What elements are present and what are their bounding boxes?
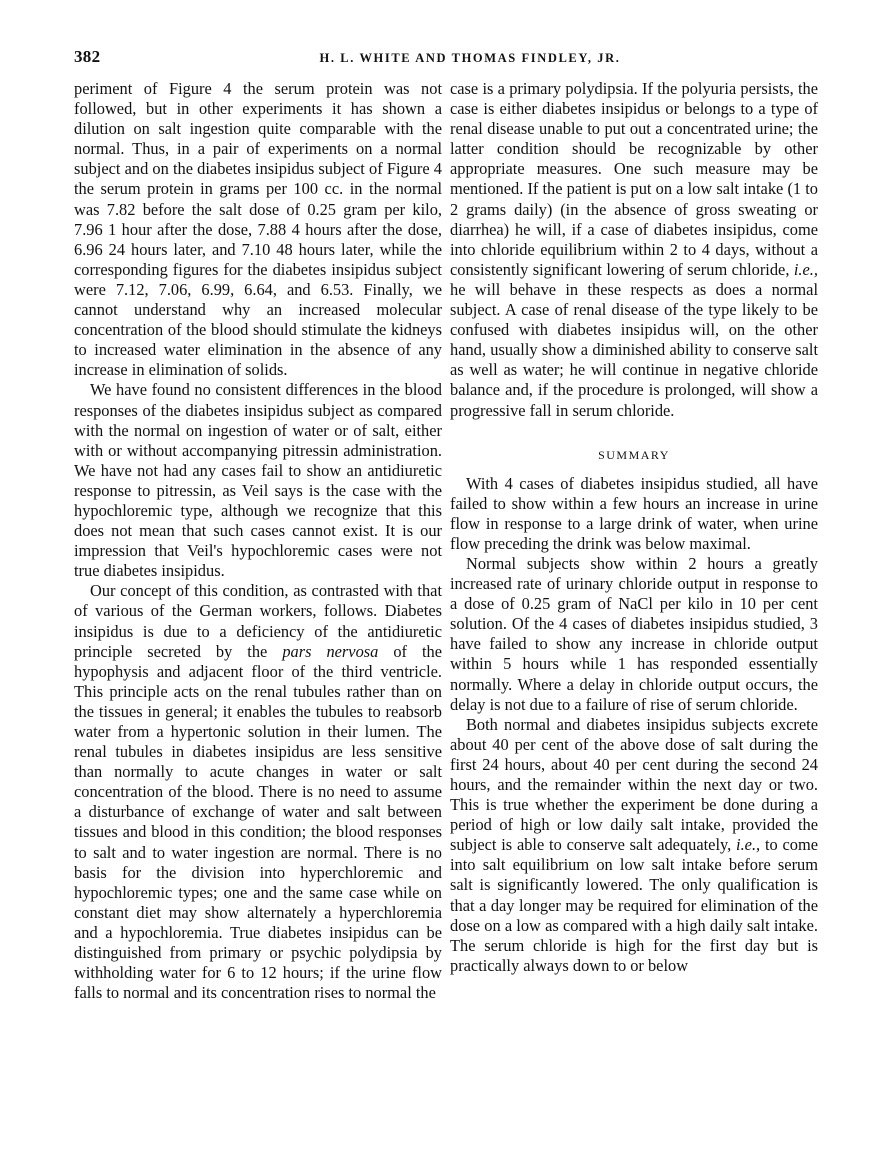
paragraph-continuation [450, 79, 818, 421]
page-number: 382 [74, 47, 101, 66]
text-run: Both normal and diabetes insipidus subjects excrete about 40 per cent of the above dose of salt during the first 24 hours, about 40 per cent during the second 24 hours, and the remainder within the next day or two. This is true whether the experiment be done during a period of high or low daily salt intake, provided the subject is able to conserve salt adequately, [450, 714, 818, 855]
paragraph-protein-dilution: periment of Figure 4 the serum protein was not followed, but in other experiments it has shown a dilution on salt ingestion quite comparable with the normal. Thus, in a pair of experiments on a normal subject and on the diabetes insipidus subject of Figure 4 the serum protein in grams per 100 cc. in the normal was 7.82 before the salt dose of 0.25 gram per kilo, 7.96 1 hour after the dose, 7.88 4 hours after the dose, 6.96 24 hours later, and 7.10 48 hours later, while the corresponding figures for the diabetes insipidus subject were 7.12, 7.06, 6.99, 6.64, and 6.53. Finally, we cannot understand why an increased molecular concentration of the blood should stimulate the kidneys to increased water elimination in the absence of any increase in elimination of solids. [74, 79, 442, 380]
italic-ie: i.e., [736, 835, 761, 855]
text-run: he will behave in these respects as does a normal subject. A case of renal disease of the type likely to be confused with diabetes insipidus will, on the other hand, usually show a diminished ability to conserve salt as well as water; he will continue in negative chloride balance and, if the procedure is prolonged, will show a progressive fall in serum chloride. [450, 279, 818, 420]
right-column [450, 79, 818, 976]
running-head: H. L. WHITE AND THOMAS FINDLEY, JR. [319, 51, 621, 65]
text-run: of the hypophysis and adjacent floor of the third ventricle. This principle acts on the renal tubules rather than on the tissues in general; it enables the tubules to reabsorb water from a hypertonic solution in their lumen. The renal tubules in diabetes insipidus are less sensitive than normally to acute changes in water or salt concentration of the blood. There is no need to assume a disturbance of exchange of water and salt between tissues and blood in this condition; the blood responses to salt and to water ingestion are normal. There is no basis for the division into hyperchloremic and hypochloremic types; one and the same case while on constant diet may show alternately a hyperchloremia and a hypochloremia. True diabetes insipidus can be distinguished from primary or psychic polydipsia by withholding water for 6 to 12 hours; if the urine flow falls to normal and its concentration rises to normal the [74, 641, 442, 1003]
text-run: to come into salt equilibrium on low salt intake before serum salt is significantly lowered. The only qualification is that a day longer may be required for elimination of the dose on a low as compared with a high daily salt intake. The serum chloride is high for the first day but is practically always down to or below [450, 835, 818, 975]
summary-paragraph-chloride: Normal subjects show within 2 hours a greatly increased rate of urinary chloride output in response to a dose of 0.25 gram of NaCl per kilo in 10 per cent solution. Of the 4 cases of diabetes insipidus studied, 3 have failed to show any increase in chloride output within 5 hours while 1 has responded essentially normally. Where a delay in chloride output occurs, the delay is not due to a failure of rise of serum chloride. [450, 553, 818, 714]
summary-paragraph-water: With 4 cases of diabetes insipidus studied, all have failed to show within a few hours an increase in urine flow in response to a large drink of water, when urine flow preceding the drink was below maximal. [450, 473, 818, 553]
text-run: Our concept of this condition, as contrasted with that of various of the German workers, follows. Diabetes insipidus is due to a deficiency of the antidiuretic principle secreted by the [74, 581, 442, 661]
summary-paragraph-excretion [450, 715, 818, 976]
italic-term-pars-nervosa: pars nervosa [282, 641, 379, 661]
text-run: case is a primary polydipsia. If the polyuria persists, the case is either diabetes insipidus or belongs to a type of renal disease unable to put out a concentrated urine; the latter condition should be recognizable by other appropriate measures. One such measure may be mentioned. If the patient is put on a low salt intake (1 to 2 grams daily) (in the absence of gross sweating or diarrhea) he will, if a case of diabetes insipidus, come into chloride equilibrium within 2 to 4 days, without a consistently significant lowering of serum chloride, [450, 79, 818, 279]
italic-ie: i.e., [793, 259, 818, 279]
left-column [74, 79, 442, 1003]
section-heading-summary: SUMMARY [598, 447, 670, 462]
paragraph-concept [74, 581, 442, 1003]
paragraph-blood-responses: We have found no consistent differences in the blood responses of the diabetes insipidus subject as compared with the normal on ingestion of water or of salt, either with or without accompanying pitressin administration. We have not had any cases fail to show an antidiuretic response to pitressin, as Veil says is the case with the hypochloremic type, although we recognize that this does not mean that such cases cannot exist. It is our impression that Veil's hypochloremic cases were not true diabetes insipidus. [74, 380, 442, 581]
